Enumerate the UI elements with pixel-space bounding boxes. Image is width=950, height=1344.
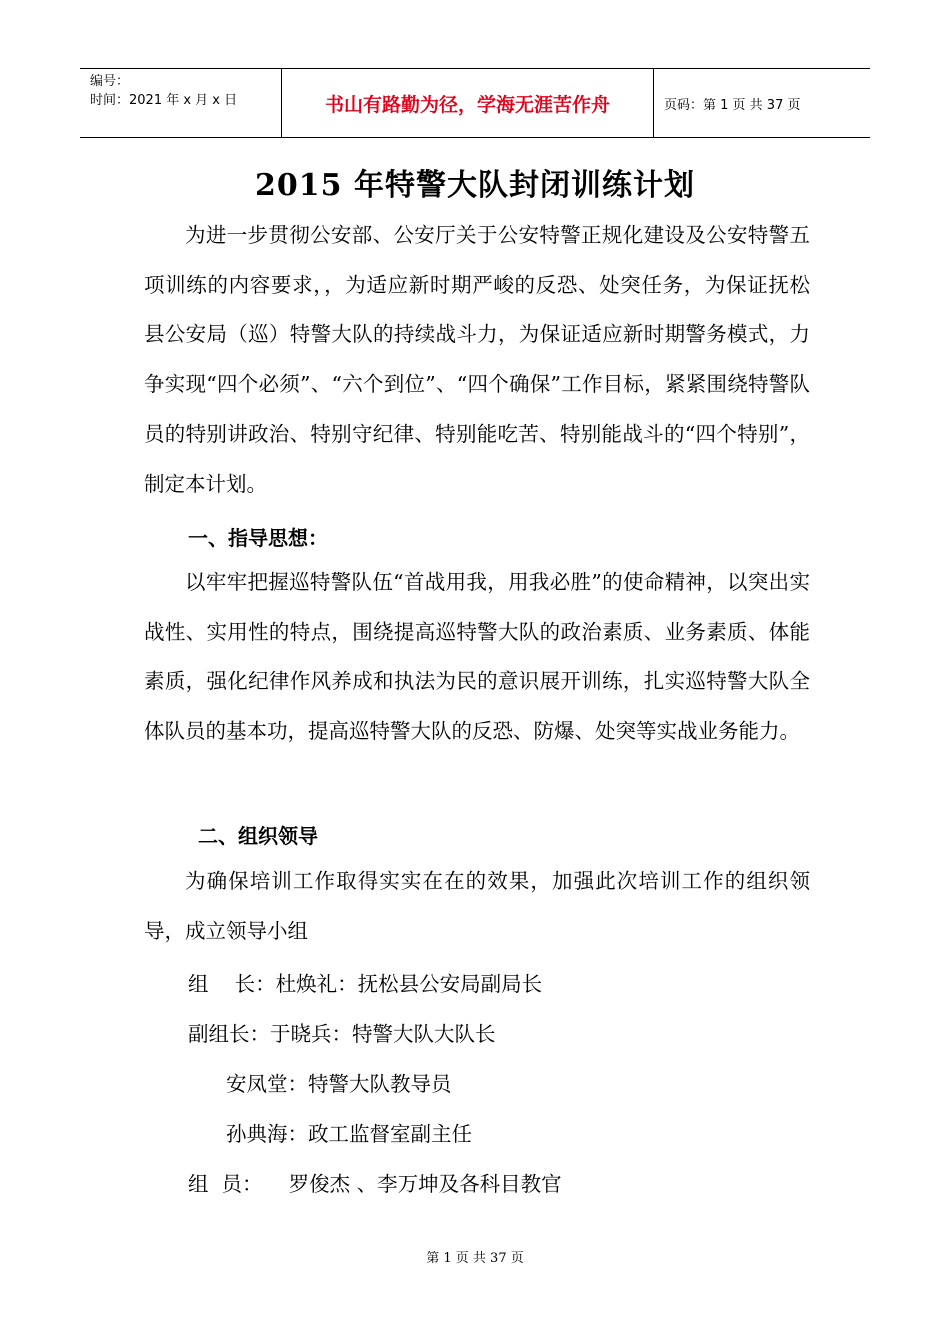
header-number-label: 编号： — [90, 74, 130, 89]
header-time-label: 时间：2021 年 x 月 x 日 — [90, 93, 238, 108]
member-line-deputy-2: 安凤堂：特警大队教导员 — [226, 1072, 452, 1096]
document-title: 2015 年特警大队封闭训练计划 — [255, 168, 695, 203]
header-motto: 书山有路勤为径，学海无涯苦作舟 — [282, 69, 654, 137]
page-footer: 第 1 页 共 37 页 — [426, 1251, 524, 1266]
member-line-deputy: 副组长：于晓兵：特警大队大队长 — [188, 1022, 496, 1046]
intro-paragraph: 为进一步贯彻公安部、公安厅关于公安特警正规化建设及公安特警五项训练的内容要求，，为适应新时期严峻的反恐、处突任务，为保证抚松县公安局（巡）特警大队的持续战斗力，为保证适应新时期警务模式，力争实现“四个必须”、“六个到位”、“四个确保”工作目标，紧紧围绕特警队员的特别讲政治、特别守纪律、特别能吃苦、特别能战斗的“四个特别”，制定本计划。 — [144, 223, 810, 496]
document-header-table — [80, 68, 870, 138]
section-2-body: 为确保培训工作取得实实在在的效果，加强此次培训工作的组织领导，成立领导小组 — [144, 869, 810, 943]
member-line-leader: 组 长：杜焕礼：抚松县公安局副局长 — [188, 972, 543, 996]
header-page-info: 页码：第 1 页 共 37 页 — [664, 97, 801, 113]
member-line-members: 组 员： 罗俊杰 、李万坤及各科目教官 — [188, 1172, 562, 1196]
section-2-heading: 二、组织领导 — [198, 824, 318, 848]
section-1-body: 以牢牢把握巡特警队伍“首战用我，用我必胜”的使命精神，以突出实战性、实用性的特点，围绕提高巡特警大队的政治素质、业务素质、体能素质，强化纪律作风养成和执法为民的意识展开训练，扎实巡特警大队全体队员的基本功，提高巡特警大队的反恐、防爆、处突等实战业务能力。 — [144, 570, 810, 744]
member-line-deputy-3: 孙典海：政工监督室副主任 — [226, 1122, 472, 1146]
section-1-heading: 一、指导思想： — [188, 526, 328, 550]
header-meta-cell — [80, 69, 282, 137]
